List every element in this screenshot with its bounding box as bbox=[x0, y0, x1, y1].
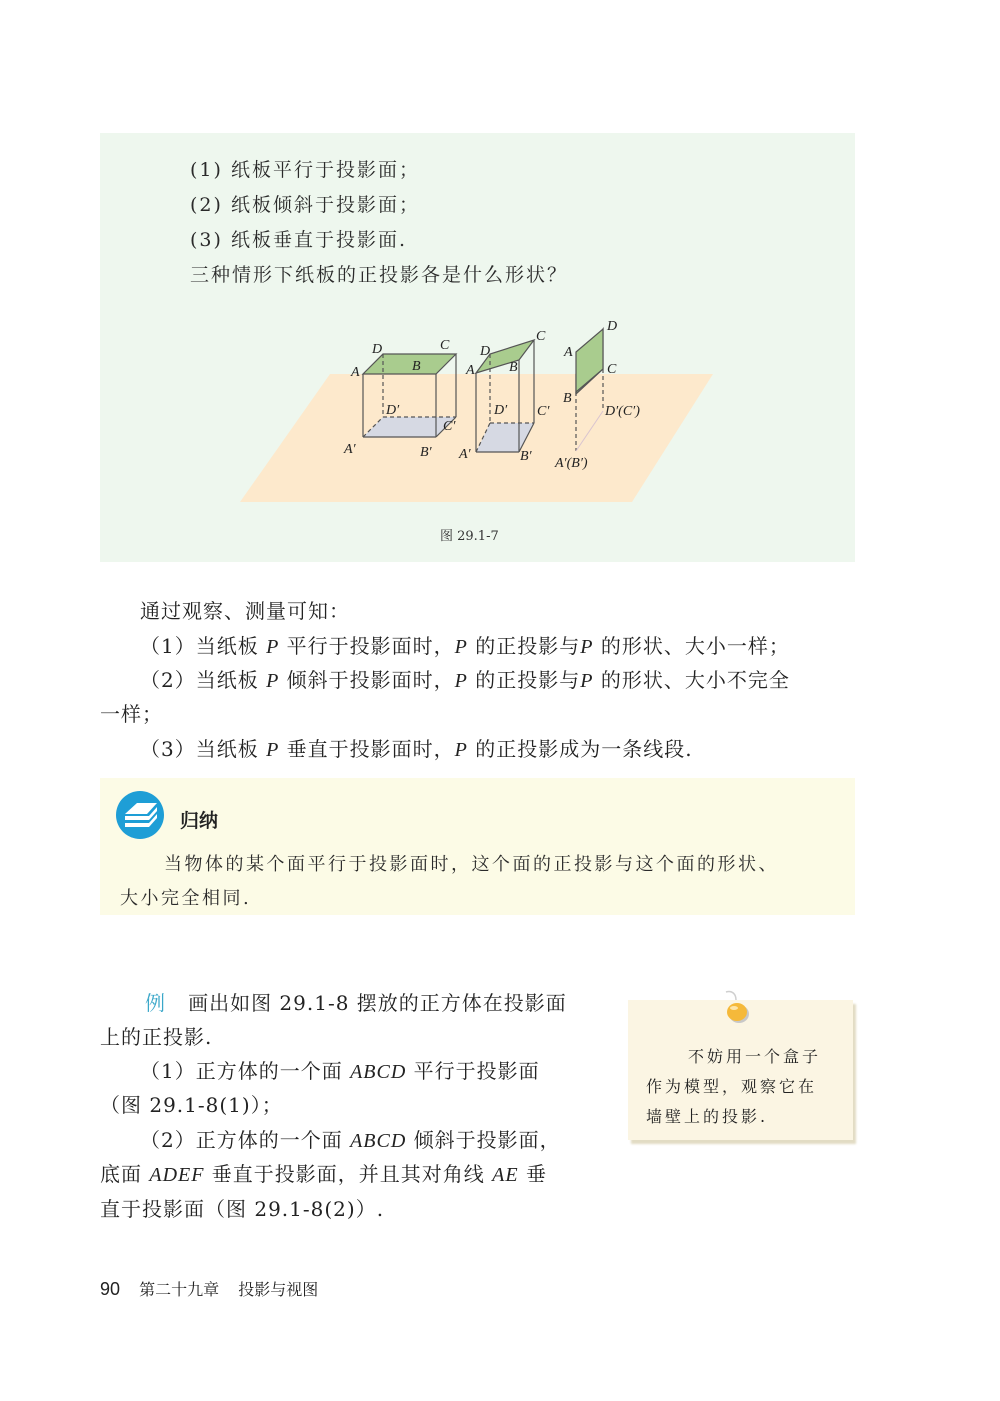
example-keyword: 例 bbox=[145, 991, 166, 1015]
observation-item-1: （1）当纸板 P 平行于投影面时，P 的正投影与P 的形状、大小一样； bbox=[140, 634, 790, 658]
summary-line-2: 大小完全相同. bbox=[120, 888, 252, 909]
projection-figure bbox=[100, 133, 855, 562]
label-board3-A: A bbox=[564, 345, 573, 360]
inquiry-line-2: (2) 纸板倾斜于投影面； bbox=[190, 194, 420, 216]
example-line-5: （2）正方体的一个面 ABCD 倾斜于投影面， bbox=[140, 1128, 561, 1152]
label-cube2-C-prime: C′ bbox=[537, 404, 550, 419]
observation-item-2-wrap: 一样； bbox=[100, 702, 163, 726]
label-cube2-C: C bbox=[536, 329, 546, 344]
label-cube1-D-prime: D′ bbox=[386, 403, 400, 418]
observation-item-2: （2）当纸板 P 倾斜于投影面时，P 的正投影与P 的形状、大小不完全 bbox=[140, 668, 790, 692]
page-footer bbox=[100, 1277, 318, 1300]
label-board3-D-prime-C-prime: D′(C′) bbox=[605, 404, 640, 419]
note-line-2: 作为模型，观察它在 bbox=[646, 1077, 818, 1096]
label-cube1-C-prime: C′ bbox=[443, 419, 456, 434]
example-line-2: 上的正投影. bbox=[100, 1025, 213, 1049]
chapter-title: 第二十九章 bbox=[139, 1280, 220, 1299]
figure-caption: 图 29.1-7 bbox=[440, 529, 499, 544]
summary-box bbox=[100, 778, 855, 915]
example-line-7: 直于投影面（图 29.1-8(2)）. bbox=[100, 1197, 385, 1221]
page-number: 90 bbox=[100, 1279, 121, 1299]
label-cube2-D-prime: D′ bbox=[494, 403, 508, 418]
example-line-6: 底面 ADEF 垂直于投影面，并且其对角线 AE 垂 bbox=[100, 1162, 547, 1186]
example-line-4: （图 29.1-8(1)）； bbox=[100, 1093, 283, 1117]
label-cube2-B-prime: B′ bbox=[520, 449, 532, 464]
summary-line-1: 当物体的某个面平行于投影面时，这个面的正投影与这个面的形状、 bbox=[164, 854, 779, 875]
label-cube2-B: B bbox=[509, 360, 518, 375]
book-stack-icon bbox=[115, 790, 165, 840]
label-cube2-D: D bbox=[480, 344, 491, 359]
label-cube1-C: C bbox=[440, 338, 450, 353]
label-board3-D: D bbox=[607, 319, 618, 334]
example-line-1: 例 画出如图 29.1-8 摆放的正方体在投影面 bbox=[145, 991, 567, 1015]
observation-item-3: （3）当纸板 P 垂直于投影面时，P 的正投影成为一条线段. bbox=[140, 737, 693, 761]
label-cube2-A: A bbox=[466, 363, 475, 378]
inquiry-box bbox=[100, 133, 855, 562]
observation-intro: 通过观察、测量可知： bbox=[140, 599, 350, 623]
note-line-1: 不妨用一个盒子 bbox=[688, 1047, 822, 1066]
note-line-3: 墙壁上的投影. bbox=[646, 1107, 769, 1126]
label-cube1-B-prime: B′ bbox=[420, 445, 432, 460]
label-board3-C: C bbox=[607, 362, 617, 377]
side-note bbox=[628, 1000, 853, 1140]
pushpin-icon bbox=[718, 988, 758, 1028]
label-cube1-B: B bbox=[412, 359, 421, 374]
label-cube2-A-prime: A′ bbox=[459, 447, 471, 462]
label-board3-A-prime-B-prime: A′(B′) bbox=[555, 456, 588, 471]
label-cube1-A: A bbox=[351, 365, 360, 380]
label-cube1-A-prime: A′ bbox=[344, 442, 356, 457]
inquiry-line-1: (1) 纸板平行于投影面； bbox=[190, 159, 420, 181]
inquiry-question: 三种情形下纸板的正投影各是什么形状？ bbox=[190, 264, 569, 286]
section-title: 投影与视图 bbox=[238, 1280, 319, 1299]
label-cube1-D: D bbox=[372, 342, 383, 357]
inquiry-line-3: (3) 纸板垂直于投影面. bbox=[190, 229, 407, 251]
label-board3-B: B bbox=[563, 391, 572, 406]
summary-title: 归纳 bbox=[180, 810, 219, 832]
example-line-3: （1）正方体的一个面 ABCD 平行于投影面 bbox=[140, 1059, 540, 1083]
